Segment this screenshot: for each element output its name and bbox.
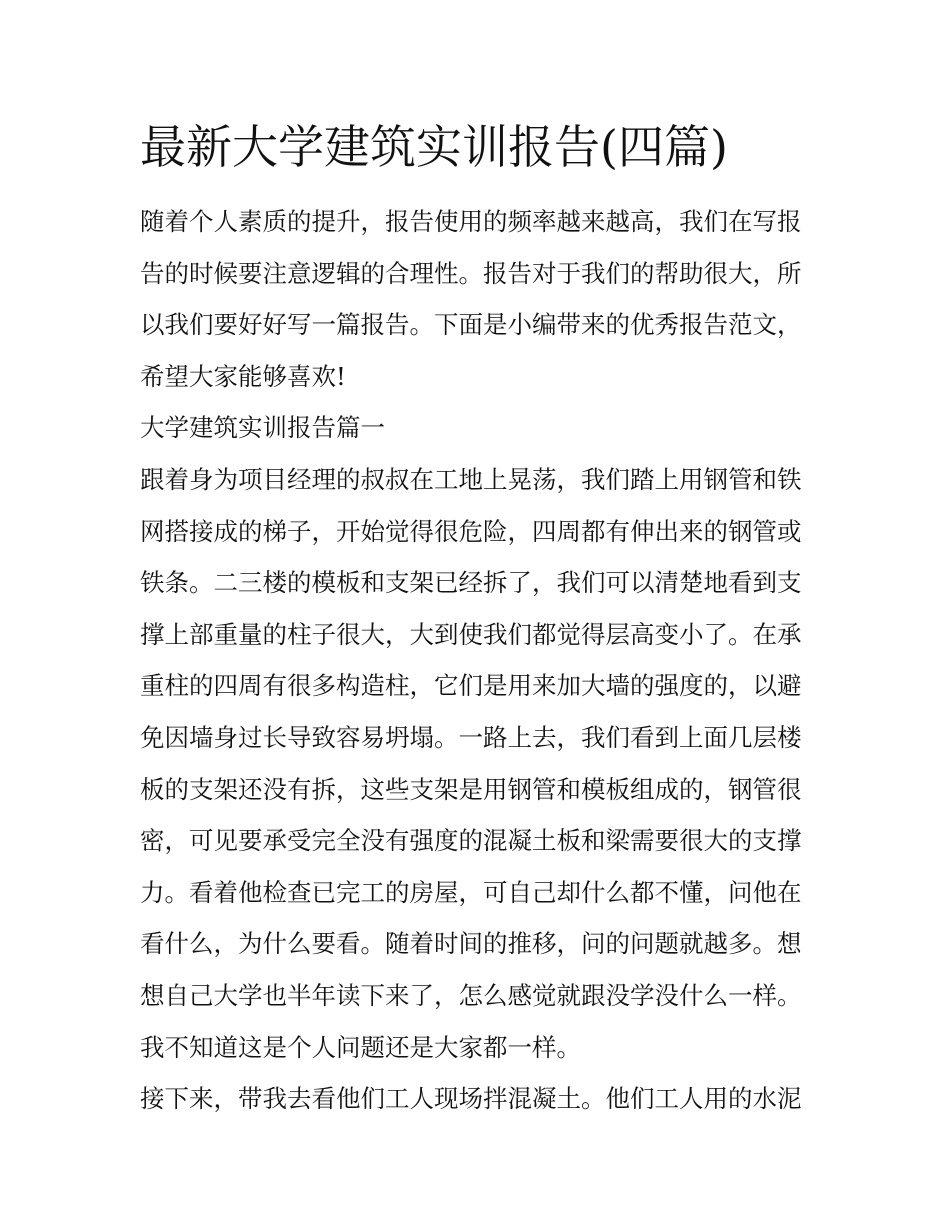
text-line: 看什么，为什么要看。随着时间的推移，问的问题就越多。想 bbox=[140, 929, 802, 959]
text-line: 想自己大学也半年读下来了，怎么感觉就跟没学没什么一样。 bbox=[140, 980, 802, 1010]
text-line: 网搭接成的梯子，开始觉得很危险，四周都有伸出来的钢管或 bbox=[140, 516, 802, 546]
text-line: 密，可见要承受完全没有强度的混凝土板和梁需要很大的支撑 bbox=[140, 826, 802, 856]
text-line: 铁条。二三楼的模板和支架已经拆了，我们可以清楚地看到支 bbox=[140, 568, 802, 598]
text-line: 接下来，带我去看他们工人现场拌混凝土。他们工人用的水泥 bbox=[140, 1084, 802, 1114]
text-line: 板的支架还没有拆，这些支架是用钢管和模板组成的，钢管很 bbox=[140, 774, 802, 804]
document-body bbox=[140, 196, 812, 1125]
document-title: 最新大学建筑实训报告(四篇) bbox=[140, 120, 728, 174]
section-heading: 大学建筑实训报告篇一 bbox=[140, 413, 385, 443]
text-line: 以我们要好好写一篇报告。下面是小编带来的优秀报告范文， bbox=[140, 310, 802, 340]
text-line: 希望大家能够喜欢! bbox=[140, 361, 346, 391]
text-line: 告的时候要注意逻辑的合理性。报告对于我们的帮助很大，所 bbox=[140, 258, 802, 288]
text-line: 免因墙身过长导致容易坍塌。一路上去，我们看到上面几层楼 bbox=[140, 722, 802, 752]
text-line: 撑上部重量的柱子很大，大到使我们都觉得层高变小了。在承 bbox=[140, 619, 802, 649]
text-line: 随着个人素质的提升，报告使用的频率越来越高，我们在写报 bbox=[140, 207, 802, 236]
text-line: 力。看着他检查已完工的房屋，可自己却什么都不懂，问他在 bbox=[140, 877, 802, 907]
text-line: 重柱的四周有很多构造柱，它们是用来加大墙的强度的，以避 bbox=[140, 671, 802, 701]
text-line: 跟着身为项目经理的叔叔在工地上晃荡，我们踏上用钢管和铁 bbox=[140, 464, 802, 494]
text-line: 我不知道这是个人问题还是大家都一样。 bbox=[140, 1032, 581, 1062]
